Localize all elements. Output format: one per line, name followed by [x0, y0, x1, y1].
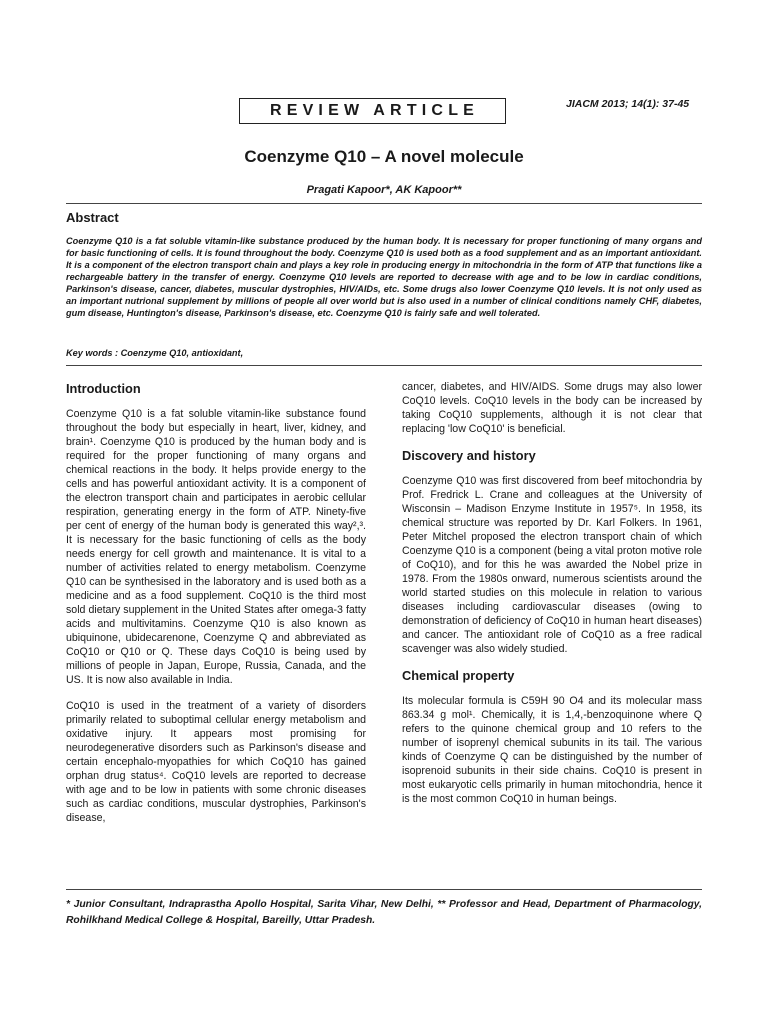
abstract-divider	[66, 365, 702, 366]
chemical-property-paragraph: Its molecular formula is C59H 90 O4 and its molecular mass 863.34 g mol¹. Chemically, it is 1,4,-benzoquinone where Q refers to the quinone chemical group and 10 refers to the number of isoprenyl chemical subunits in its tail. The various kinds of Coenzyme Q can be distinguished by the number of isoprenoid subunits in their side chains. CoQ10 is present in most eukaryotic cells primarily in human mitochondria, hence it is the most common CoQ10 in human beings.	[402, 695, 702, 805]
abstract-text: Coenzyme Q10 is a fat soluble vitamin-like substance produced by the human body. It is necessary for proper functioning of many organs and for basic functioning of cells. It is found throughout the body. Coenzyme Q10 is used both as a food supplement and as an important antioxidant. It is a component of the electron transport chain and plays a key role in producing energy in mitochondria in the form of ATP that functions like a rechargeable battery in the transfer of energy. Coenzyme Q10 levels are reported to decrease with age and to be low in cardiac conditions, Parkinson's disease, cancer, diabetes, muscular dystrophies, HIV/AIDs, etc. Some drugs also lower Coenzyme Q10 levels. It is not only used as an important nutrional supplement by millions of people all over world but is also used in a number of clinical conditions namely CHF, diabetes, gum disease, Huntington's disease, Parkinson's disease, etc. Coenzyme Q10 is fairly safe and well tolerated.	[66, 236, 702, 319]
article-title: Coenzyme Q10 – A novel molecule	[244, 147, 524, 166]
footnote-divider	[66, 889, 702, 890]
discovery-heading: Discovery and history	[402, 448, 536, 463]
discovery-paragraph: Coenzyme Q10 was first discovered from beef mitochondria by Prof. Fredrick L. Crane and colleagues at the University of Wisconsin – Madison Enzyme Institute in 1957⁵. In 1958, its chemical structure was reported by Dr. Karl Folkers. In 1961, Peter Mitchel proposed the electron transport chain of which Coenzyme Q10 is a component (being a vital proton motive role of CoQ10), and for this he was awarded the Nobel prize in 1978. From the 1980s onward, numerous scientists around the world started studies on this molecule in relation to various diseases including cardiovascular diseases (owing to demonstration of deficiency of CoQ10 in human heart diseases) and cancer. The antioxidant role of CoQ10 as a free radical scavenger was also widely studied.	[402, 475, 702, 655]
introduction-heading: Introduction	[66, 381, 141, 396]
abstract-heading: Abstract	[66, 210, 119, 225]
introduction-paragraph-2: CoQ10 is used in the treatment of a variety of disorders primarily related to suboptimal cellular energy metabolism and oxidative injury. It appears most promising for neurodegenerative disorders such as Parkinson's disease and certain encephalo-myopathies for which CoQ10 has gained orphan drug status⁴. CoQ10 levels are reported to decrease with age and to be low in patients with some chronic diseases such as cardiac conditions, muscular dystrophies, Parkinson's disease,	[66, 700, 366, 824]
author-affiliations-footnote: * Junior Consultant, Indraprastha Apollo Hospital, Sarita Vihar, New Delhi, ** Professor and Head, Department of Pharmacology, Rohilkhand Medical College & Hospital, Bareilly, Uttar Pradesh.	[66, 899, 702, 926]
introduction-paragraph-1: Coenzyme Q10 is a fat soluble vitamin-like substance found throughout the body but especially in heart, liver, kidney, and brain¹. Coenzyme Q10 is produced by the human body and is required for the proper functioning of many organs and chemical reactions in the body. It helps provide energy to the cells and has powerful antioxidant activity. It is a component of the electron transport chain and participates in aerobic cellular respiration, generating energy in the form of ATP. Ninety-five per cent of energy of the human body is generated this way²,³. It is necessary for the basic functioning of cells as the body needs energy for cell growth and maintenance. It is vital to a number of activities related to energy metabolism. Coenzyme Q10 can be synthesised in the laboratory and is used both as a medicine and as a food supplement. CoQ10 is the third most sold dietary supplement in the United States after omega-3 fatty acids and multivitamins. Coenzyme Q10 is also known as ubiquinone, ubidecarenone, Coenzyme Q and abbreviated as CoQ10 or Q10 or Q. These days CoQ10 is being used by millions of people in Japan, Europe, Russia, Canada, and the US. It is now also available in India.	[66, 408, 366, 686]
article-type-box: REVIEW ARTICLE	[239, 98, 506, 124]
right-column	[402, 380, 702, 806]
left-column	[66, 381, 366, 825]
introduction-paragraph-2-continued: cancer, diabetes, and HIV/AIDS. Some drugs may also lower CoQ10 levels. CoQ10 levels in the body can be increased by taking CoQ10 supplements, although it is not clear that replacing 'low CoQ10' is beneficial.	[402, 381, 702, 435]
journal-reference: JIACM 2013; 14(1): 37-45	[566, 98, 690, 110]
top-divider	[66, 203, 702, 204]
keywords: Key words : Coenzyme Q10, antioxidant,	[66, 348, 244, 358]
chemical-property-heading: Chemical property	[402, 668, 515, 683]
article-authors: Pragati Kapoor*, AK Kapoor**	[306, 184, 462, 196]
